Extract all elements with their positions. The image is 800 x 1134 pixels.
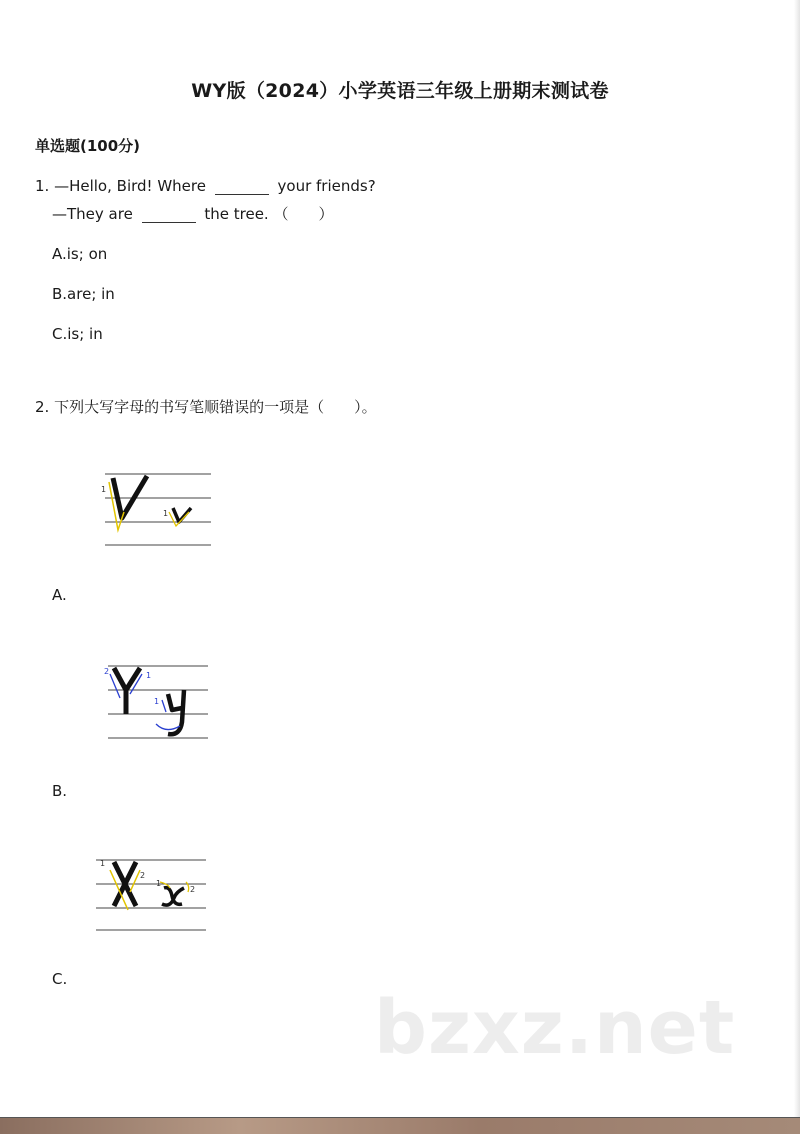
question-text: your friends? [277,177,376,195]
question-number: 2. [35,398,50,416]
watermark: bzxz.net [374,985,736,1071]
option-a[interactable]: A.is; on [52,245,108,263]
stroke-number: 2 [190,885,196,894]
stroke-number: 1 [146,671,152,680]
option-c[interactable]: C. [52,970,68,988]
letter-figure-xx [90,852,214,936]
question-text: 下列大写字母的书写笔顺错误的一项是（ ）。 [54,398,377,416]
stroke-number: 1 [101,485,107,494]
question-text: the tree. （ ） [204,205,334,223]
answer-blank [142,207,196,223]
question-text: —They are [52,205,133,223]
stroke-number: 1 [100,859,106,868]
page-bottom-background [0,1118,800,1134]
question-number: 1. [35,177,50,195]
letter-figure-yy [98,660,218,744]
stroke-number: 2 [104,667,110,676]
option-b[interactable]: B.are; in [52,285,115,303]
question-2-stem [35,397,377,417]
stroke-number: 1 [156,879,162,888]
stroke-number: 1 [154,697,160,706]
question-1-line-2 [52,204,333,224]
option-c[interactable]: C.is; in [52,325,103,343]
answer-blank [215,179,269,195]
page-edge-shadow [794,0,800,1134]
document-title: WY版（2024）小学英语三年级上册期末测试卷 [191,80,609,102]
question-1-line-1 [35,176,376,196]
option-a[interactable]: A. [52,586,67,604]
stroke-number: 1 [163,509,169,518]
option-b[interactable]: B. [52,782,68,800]
section-heading: 单选题(100分) [35,137,141,155]
question-text: —Hello, Bird! Where [54,177,206,195]
stroke-number: 2 [140,871,146,880]
letter-figure-vv [95,468,220,552]
